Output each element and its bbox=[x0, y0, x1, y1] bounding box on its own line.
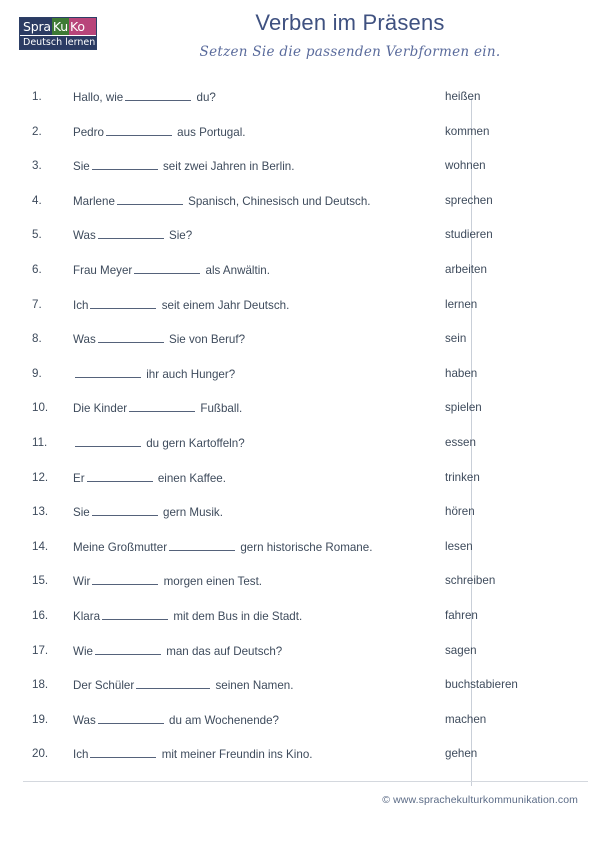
exercise-sentence bbox=[38, 503, 433, 521]
sentence-prefix: Meine Großmutter bbox=[73, 540, 168, 554]
sentence-prefix: Sie bbox=[73, 160, 90, 174]
exercise-row bbox=[0, 676, 600, 711]
exercise-sentence bbox=[38, 642, 433, 660]
exercise-number: 4. bbox=[32, 193, 42, 207]
answer-blank[interactable] bbox=[92, 572, 158, 585]
exercise-row bbox=[0, 296, 600, 331]
verb-hint: studieren bbox=[445, 228, 493, 242]
answer-blank[interactable] bbox=[75, 365, 141, 378]
sentence-suffix: mit meiner Freundin ins Kino. bbox=[161, 748, 313, 762]
answer-blank[interactable] bbox=[106, 123, 172, 136]
answer-blank[interactable] bbox=[125, 88, 191, 101]
exercise-number: 18. bbox=[32, 678, 49, 692]
exercise-row bbox=[0, 399, 600, 434]
sentence-suffix: seit einem Jahr Deutsch. bbox=[161, 298, 290, 312]
answer-blank[interactable] bbox=[117, 192, 183, 205]
verb-hint: sein bbox=[445, 332, 467, 346]
exercise-sentence bbox=[38, 434, 433, 452]
sentence-prefix: Marlene bbox=[73, 194, 115, 208]
answer-blank[interactable] bbox=[87, 469, 153, 482]
logo-wordmark bbox=[20, 18, 96, 35]
sentence-suffix: du? bbox=[196, 91, 216, 104]
answer-blank[interactable] bbox=[169, 538, 235, 551]
answer-blank[interactable] bbox=[98, 330, 164, 343]
exercise-sentence bbox=[38, 469, 433, 487]
exercise-row bbox=[0, 157, 600, 192]
exercise-row bbox=[0, 745, 600, 780]
exercise-number: 20. bbox=[32, 747, 49, 761]
logo-segment-spra: Spra bbox=[20, 18, 52, 35]
verb-hint: sagen bbox=[445, 643, 477, 657]
exercise-number: 10. bbox=[32, 401, 49, 415]
footer-divider bbox=[23, 781, 588, 782]
page-subtitle: Setzen Sie die passenden Verbformen ein. bbox=[199, 44, 501, 60]
answer-blank[interactable] bbox=[90, 745, 156, 758]
exercise-area bbox=[0, 88, 600, 778]
answer-blank[interactable] bbox=[75, 434, 141, 447]
sentence-prefix: Wir bbox=[73, 575, 91, 589]
exercise-row bbox=[0, 434, 600, 469]
sentence-suffix: seinen Namen. bbox=[215, 679, 294, 693]
exercise-sentence bbox=[38, 365, 433, 383]
verb-hint: essen bbox=[445, 435, 476, 449]
exercise-row bbox=[0, 123, 600, 158]
exercise-sentence bbox=[38, 399, 433, 417]
verb-hint: wohnen bbox=[445, 159, 486, 173]
page-title: Verben im Präsens bbox=[255, 10, 445, 35]
answer-blank[interactable] bbox=[90, 296, 156, 309]
verb-hint: buchstabieren bbox=[445, 678, 518, 692]
sentence-suffix: man das auf Deutsch? bbox=[166, 644, 283, 658]
exercise-number: 5. bbox=[32, 228, 42, 242]
verb-hint: schreiben bbox=[445, 574, 496, 588]
exercise-row bbox=[0, 642, 600, 677]
sentence-suffix: Fußball. bbox=[200, 402, 243, 416]
answer-blank[interactable] bbox=[98, 711, 164, 724]
exercise-row bbox=[0, 711, 600, 746]
sentence-prefix: Pedro bbox=[73, 125, 104, 139]
sentence-prefix: Frau Meyer bbox=[73, 263, 133, 277]
exercise-sentence bbox=[38, 572, 433, 590]
sentence-prefix: Er bbox=[73, 471, 85, 485]
sentence-prefix: Klara bbox=[73, 609, 101, 623]
exercise-sentence bbox=[38, 123, 433, 141]
exercise-row bbox=[0, 261, 600, 296]
exercise-sentence bbox=[38, 192, 433, 210]
exercise-list bbox=[0, 88, 600, 780]
exercise-row bbox=[0, 503, 600, 538]
answer-blank[interactable] bbox=[102, 607, 168, 620]
answer-blank[interactable] bbox=[95, 642, 161, 655]
exercise-number: 12. bbox=[32, 470, 49, 484]
exercise-sentence bbox=[38, 330, 433, 348]
page-footer bbox=[0, 777, 600, 849]
exercise-sentence bbox=[38, 745, 433, 763]
sentence-prefix: Hallo, wie bbox=[73, 91, 124, 104]
exercise-number: 6. bbox=[32, 262, 42, 276]
verb-hint: gehen bbox=[445, 747, 478, 761]
sentence-suffix: gern historische Romane. bbox=[240, 540, 373, 554]
exercise-number: 3. bbox=[32, 159, 42, 173]
verb-hint: trinken bbox=[445, 470, 480, 484]
verb-hint: machen bbox=[445, 712, 487, 726]
answer-blank[interactable] bbox=[129, 399, 195, 412]
sentence-suffix: Sie? bbox=[169, 229, 193, 243]
sentence-suffix: seit zwei Jahren in Berlin. bbox=[163, 160, 295, 174]
exercise-row bbox=[0, 538, 600, 573]
sprakuko-logo bbox=[19, 17, 97, 50]
exercise-row bbox=[0, 330, 600, 365]
answer-blank[interactable] bbox=[134, 261, 200, 274]
sentence-prefix: Die Kinder bbox=[73, 402, 128, 416]
sentence-prefix: Was bbox=[73, 713, 96, 727]
sentence-prefix: Ich bbox=[73, 298, 89, 312]
logo-segment-ku: Ku bbox=[52, 19, 68, 34]
exercise-number: 16. bbox=[32, 608, 49, 622]
sentence-suffix: einen Kaffee. bbox=[157, 471, 226, 485]
exercise-number: 17. bbox=[32, 643, 49, 657]
exercise-row bbox=[0, 607, 600, 642]
logo-segment-ko: Ko bbox=[69, 18, 96, 35]
exercise-number: 8. bbox=[32, 332, 42, 346]
sentence-prefix: Ich bbox=[73, 748, 89, 762]
exercise-number: 13. bbox=[32, 505, 49, 519]
logo-tagline: Deutsch lernen bbox=[20, 35, 96, 49]
verb-hint: arbeiten bbox=[445, 262, 487, 276]
sentence-prefix: Sie bbox=[73, 506, 90, 520]
exercise-number: 1. bbox=[32, 90, 42, 103]
exercise-number: 15. bbox=[32, 574, 49, 588]
sentence-prefix: Der Schüler bbox=[73, 679, 135, 693]
exercise-row bbox=[0, 226, 600, 261]
exercise-sentence bbox=[38, 88, 433, 106]
sentence-suffix: ihr auch Hunger? bbox=[146, 367, 236, 381]
exercise-row bbox=[0, 88, 600, 123]
verb-hint: fahren bbox=[445, 608, 478, 622]
exercise-row bbox=[0, 192, 600, 227]
exercise-number: 11. bbox=[32, 435, 48, 449]
exercise-sentence bbox=[38, 226, 433, 244]
sentence-suffix: du am Wochenende? bbox=[169, 713, 280, 727]
sentence-suffix: mit dem Bus in die Stadt. bbox=[173, 609, 303, 623]
sentence-suffix: morgen einen Test. bbox=[163, 575, 263, 589]
verb-hint: lesen bbox=[445, 539, 473, 553]
sentence-prefix: Was bbox=[73, 229, 96, 243]
sentence-suffix: Sie von Beruf? bbox=[169, 333, 246, 347]
answer-blank[interactable] bbox=[92, 157, 158, 170]
answer-blank[interactable] bbox=[98, 226, 164, 239]
exercise-number: 19. bbox=[32, 712, 49, 726]
verb-hint: hören bbox=[445, 505, 475, 519]
exercise-number: 7. bbox=[32, 297, 42, 311]
exercise-row bbox=[0, 572, 600, 607]
exercise-sentence bbox=[38, 711, 433, 729]
exercise-sentence bbox=[38, 538, 433, 556]
exercise-sentence bbox=[38, 261, 433, 279]
exercise-number: 14. bbox=[32, 539, 49, 553]
exercise-row bbox=[0, 469, 600, 504]
verb-hint: kommen bbox=[445, 124, 490, 138]
answer-blank[interactable] bbox=[92, 503, 158, 516]
exercise-number: 9. bbox=[32, 366, 42, 380]
answer-blank[interactable] bbox=[136, 676, 210, 689]
exercise-sentence bbox=[38, 676, 433, 694]
exercise-sentence bbox=[38, 157, 433, 175]
page-header bbox=[0, 0, 600, 84]
exercise-sentence bbox=[38, 607, 433, 625]
verb-hint: haben bbox=[445, 366, 478, 380]
sentence-suffix: Spanisch, Chinesisch und Deutsch. bbox=[188, 194, 371, 208]
verb-hint: spielen bbox=[445, 401, 482, 415]
verb-hint: sprechen bbox=[445, 193, 493, 207]
sentence-suffix: gern Musik. bbox=[163, 506, 223, 520]
exercise-sentence bbox=[38, 296, 433, 314]
sentence-prefix: Was bbox=[73, 333, 96, 347]
verb-hint: lernen bbox=[445, 297, 478, 311]
sentence-suffix: du gern Kartoffeln? bbox=[146, 436, 245, 450]
exercise-number: 2. bbox=[32, 124, 42, 138]
copyright-text: © www.sprachekulturkommunikation.com bbox=[382, 794, 578, 806]
sentence-suffix: als Anwältin. bbox=[205, 263, 270, 277]
exercise-row bbox=[0, 365, 600, 400]
sentence-suffix: aus Portugal. bbox=[177, 125, 246, 139]
verb-hint: heißen bbox=[445, 90, 481, 103]
sentence-prefix: Wie bbox=[73, 644, 93, 658]
